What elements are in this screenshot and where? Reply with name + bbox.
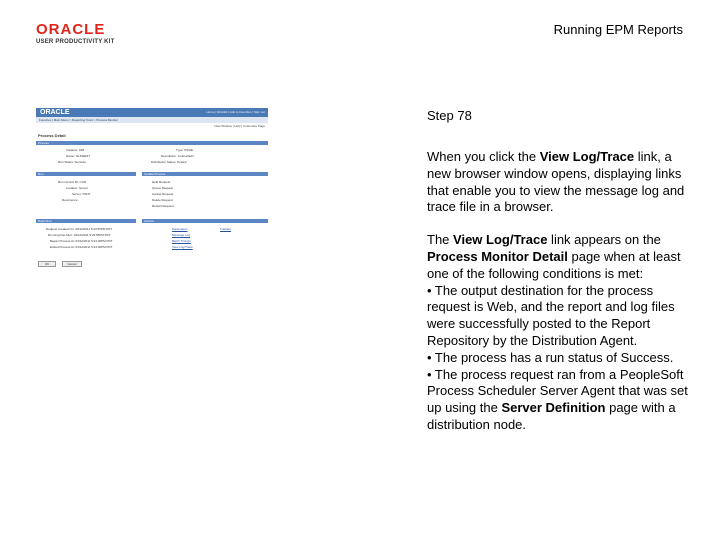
screenshot-header-bar bbox=[36, 108, 268, 117]
logo-brand: ORACLE bbox=[36, 21, 106, 38]
section-date-label: Date/Time bbox=[38, 219, 52, 223]
run-row: Run Control ID: CUR bbox=[58, 180, 87, 184]
screenshot-top-links: Home | Worklist | Add to Favorites | Sign out bbox=[206, 110, 265, 114]
bullet-2: • The process has a run status of Success. bbox=[427, 349, 674, 365]
process-row: Run Status: Success bbox=[58, 160, 86, 164]
bullet-3: • The process request ran from a PeopleSoft Process Scheduler Server Agent that was set up using the Server Definition page with a distribution node. bbox=[427, 366, 688, 432]
date-row: Ended Process At: 03/12/2011 5:24:06PM PDT bbox=[50, 245, 113, 249]
date-section-body bbox=[36, 223, 268, 257]
bullet-1: • The output destination for the process request is Web, and the report and log files were successfully posted to the Report Repository by the Distribution Agent. bbox=[427, 282, 675, 348]
action-view-log-trace-link[interactable]: View Log/Trace bbox=[172, 245, 193, 249]
server-definition-term: Server Definition bbox=[501, 400, 606, 416]
section-run-label: Run bbox=[38, 172, 44, 176]
update-option-hold[interactable]: Hold Request bbox=[152, 180, 171, 184]
action-transfer-link[interactable]: Transfer bbox=[220, 227, 232, 231]
run-row: Location: Server bbox=[66, 186, 88, 190]
action-batch-timings-link[interactable]: Batch Timings bbox=[172, 239, 191, 243]
action-message-log-link[interactable]: Message Log bbox=[172, 233, 191, 237]
paragraph-1: When you click the View Log/Trace link, a new browser window opens, displaying links that enable you to view the message log and trace file in a browser. bbox=[427, 149, 685, 215]
process-detail-screenshot bbox=[36, 108, 268, 308]
ok-button[interactable]: OK bbox=[38, 261, 56, 267]
document-title: Running EPM Reports bbox=[553, 22, 683, 37]
date-row: Run Anytime After: 03/12/2011 5:23:55PM PDT bbox=[48, 233, 111, 237]
screenshot-toolbar: New Window | Help | Customize Page bbox=[214, 124, 265, 128]
date-row: Began Process At: 03/12/2011 5:24:00PM PDT bbox=[50, 239, 113, 243]
run-row: Recurrence: bbox=[62, 198, 79, 202]
date-row: Request Created On: 03/12/2011 5:23:55PM PDT bbox=[46, 227, 113, 231]
update-option-restart[interactable]: Restart Request bbox=[152, 204, 174, 208]
oracle-upk-logo bbox=[36, 22, 126, 45]
process-row: Name: GLPJEDIT bbox=[66, 154, 91, 158]
process-monitor-detail-term: Process Monitor Detail bbox=[427, 248, 568, 264]
action-parameters-link[interactable]: Parameters bbox=[172, 227, 188, 231]
screenshot-logo: ORACLE bbox=[40, 109, 70, 116]
run-row: Server: PSNT bbox=[72, 192, 91, 196]
update-option-delete[interactable]: Delete Request bbox=[152, 198, 173, 202]
logo-tagline: USER PRODUCTIVITY KIT bbox=[36, 39, 115, 45]
step-number: Step 78 bbox=[427, 108, 472, 123]
process-row-right: Type: PS/AE bbox=[176, 148, 194, 152]
process-row-right: Description: Journal Edit bbox=[161, 154, 194, 158]
cancel-button[interactable]: Cancel bbox=[62, 261, 82, 267]
section-actions-label: Actions bbox=[144, 219, 154, 223]
update-option-cancel[interactable]: Cancel Request bbox=[152, 192, 174, 196]
process-section-body bbox=[36, 145, 268, 169]
process-row-right: Distribution Status: Posted bbox=[151, 160, 187, 164]
section-process-label: Process bbox=[38, 141, 49, 145]
button-row bbox=[36, 257, 268, 269]
step-description bbox=[427, 149, 689, 434]
update-option-queue[interactable]: Queue Request bbox=[152, 186, 174, 190]
view-log-trace-term: View Log/Trace bbox=[453, 232, 548, 248]
view-log-trace-term: View Log/Trace bbox=[539, 149, 635, 164]
run-section-body bbox=[36, 176, 268, 216]
screenshot-page-title: Process Detail bbox=[38, 133, 66, 138]
section-update-label: Update Process bbox=[144, 172, 166, 176]
screenshot-nav-bar: Favorites | Main Menu > Reporting Tools > Process Monitor bbox=[36, 117, 268, 123]
paragraph-2: The View Log/Trace link appears on the Process Monitor Detail page when at least one of the following conditions is met: • The output destination for the process request is Web, and the report and log files were successfully posted to the Report Repository by the Distribution Agent. • The process has a run status of Success. • The process request ran from a PeopleSoft Process Scheduler Server Agent that was set up using the Server Definition page with a distribution node. bbox=[427, 232, 688, 432]
process-row: Instance: 948 bbox=[66, 148, 85, 152]
